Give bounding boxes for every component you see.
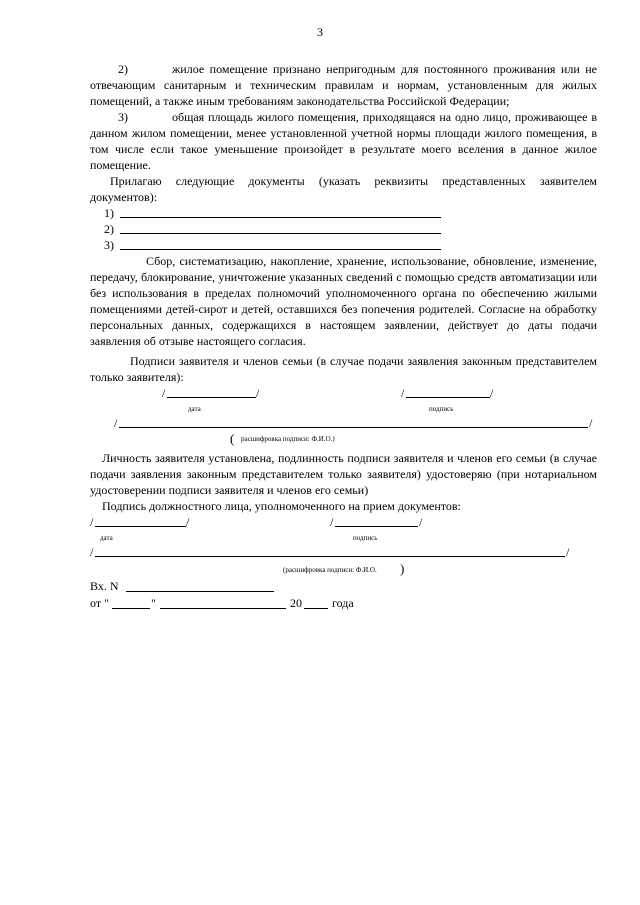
attachment-line-1-label: 1): [104, 206, 114, 220]
incoming-date-quote: ": [151, 596, 156, 610]
incoming-number-row: [90, 578, 597, 595]
incoming-date-prefix: от ": [90, 596, 109, 610]
applicant-signature-slash-left: /: [401, 386, 405, 400]
applicant-signature-caption: подпись: [429, 405, 454, 413]
official-signature-slash-right: /: [419, 515, 423, 529]
incoming-number-field[interactable]: [126, 591, 274, 592]
official-decoding-caption-row: [90, 560, 597, 578]
official-signature-intro: Подпись должностного лица, уполномоченного на прием документов:: [102, 499, 461, 513]
attachment-line-1-field[interactable]: [120, 217, 441, 218]
official-decoding-row: [90, 544, 597, 560]
official-date-field[interactable]: [95, 526, 186, 527]
official-decoding-slash-left: /: [90, 545, 94, 559]
applicant-decoding-paren: (: [230, 431, 235, 446]
applicant-date-signature-row: [90, 385, 597, 401]
attachment-line-3: [90, 237, 597, 253]
attachment-line-1: [90, 205, 597, 221]
applicant-date-field[interactable]: [167, 397, 256, 398]
official-signature-slash-left: /: [330, 515, 334, 529]
official-date-slash-right: /: [186, 515, 190, 529]
condition-item-3-label: 3): [118, 110, 128, 124]
attachment-line-2: [90, 221, 597, 237]
official-date-signature-row: [90, 514, 597, 530]
official-signature-field[interactable]: [335, 526, 418, 527]
condition-item-2-label: 2): [118, 62, 128, 76]
official-signature-caption: подпись: [353, 534, 378, 542]
official-decoding-field[interactable]: [95, 556, 565, 557]
attachments-intro: Прилагаю следующие документы (указать реквизиты представленных заявителем документов):: [90, 174, 597, 204]
applicant-signature-slash-right: /: [490, 386, 494, 400]
incoming-month-field[interactable]: [160, 608, 286, 609]
official-captions-row: [90, 530, 597, 544]
applicant-signature-field[interactable]: [406, 397, 490, 398]
applicant-date-slash-left: /: [162, 386, 166, 400]
identity-paragraph: Личность заявителя установлена, подлинность подписи заявителя и членов его семьи (в случае подачи заявления законным представителем только заявителя) удостоверяю (при нотариальном удостоверении подписи заявителя и членов его семьи): [90, 451, 597, 497]
condition-item-3: [90, 109, 597, 173]
official-decoding-slash-right: /: [566, 545, 570, 559]
page-number: 3: [317, 25, 323, 39]
applicant-captions-row: [90, 401, 597, 415]
applicant-decoding-slash-left: /: [114, 416, 118, 430]
condition-item-2: [90, 61, 597, 109]
applicant-signatures-intro: Подписи заявителя и членов семьи (в случае подачи заявления законным представителем только заявителя):: [90, 354, 597, 384]
consent-paragraph: Сбор, систематизацию, накопление, хранение, использование, обновление, изменение, передачу, блокирование, уничтожение указанных сведений с помощью средств автоматизации или без использования в пределах полномочий уполномоченного органа по обеспечению жилыми помещениями детей-сирот и детей, оставшихся без попечения родителей. Согласие на обработку персональных данных, содержащихся в настоящем заявлении, действует до даты подачи заявления об отзыве настоящего согласия.: [90, 254, 597, 348]
incoming-number-label: Вх. N: [90, 579, 119, 593]
applicant-decoding-caption: расшифровка подписи: Ф.И.О.): [241, 435, 335, 443]
attachment-line-2-label: 2): [104, 222, 114, 236]
official-date-caption: дата: [100, 534, 113, 542]
applicant-decoding-slash-right: /: [589, 416, 593, 430]
incoming-date-row: [90, 595, 597, 612]
incoming-year-field[interactable]: [304, 608, 328, 609]
incoming-day-field[interactable]: [112, 608, 150, 609]
attachment-line-2-field[interactable]: [120, 233, 441, 234]
condition-item-2-text: жилое помещение признано непригодным для постоянного проживания или не отвечающим санитарным и техническим правилам и нормам, установленным для жилых помещений, а также иным требованиям законодательства Российской Федерации;: [90, 62, 597, 108]
document-body: [90, 61, 597, 612]
applicant-date-caption: дата: [188, 405, 201, 413]
official-date-slash-left: /: [90, 515, 94, 529]
applicant-decoding-row: [90, 415, 597, 431]
attachment-line-3-label: 3): [104, 238, 114, 252]
applicant-decoding-field[interactable]: [119, 427, 588, 428]
attachment-line-3-field[interactable]: [120, 249, 441, 250]
official-decoding-paren: ): [400, 561, 405, 576]
official-decoding-caption: (расшифровка подписи: Ф.И.О.: [283, 566, 377, 574]
incoming-year-prefix: 20: [290, 596, 302, 610]
incoming-year-suffix: года: [332, 596, 354, 610]
applicant-date-slash-right: /: [256, 386, 260, 400]
condition-item-3-text: общая площадь жилого помещения, приходящаяся на одно лицо, проживающее в данном жилом помещении, менее установленной учетной нормы площади жилого помещения, в том числе если такое уменьшение произойдет в результате моего вселения в данное жилое помещение.: [90, 110, 597, 172]
applicant-decoding-caption-row: [90, 431, 597, 446]
